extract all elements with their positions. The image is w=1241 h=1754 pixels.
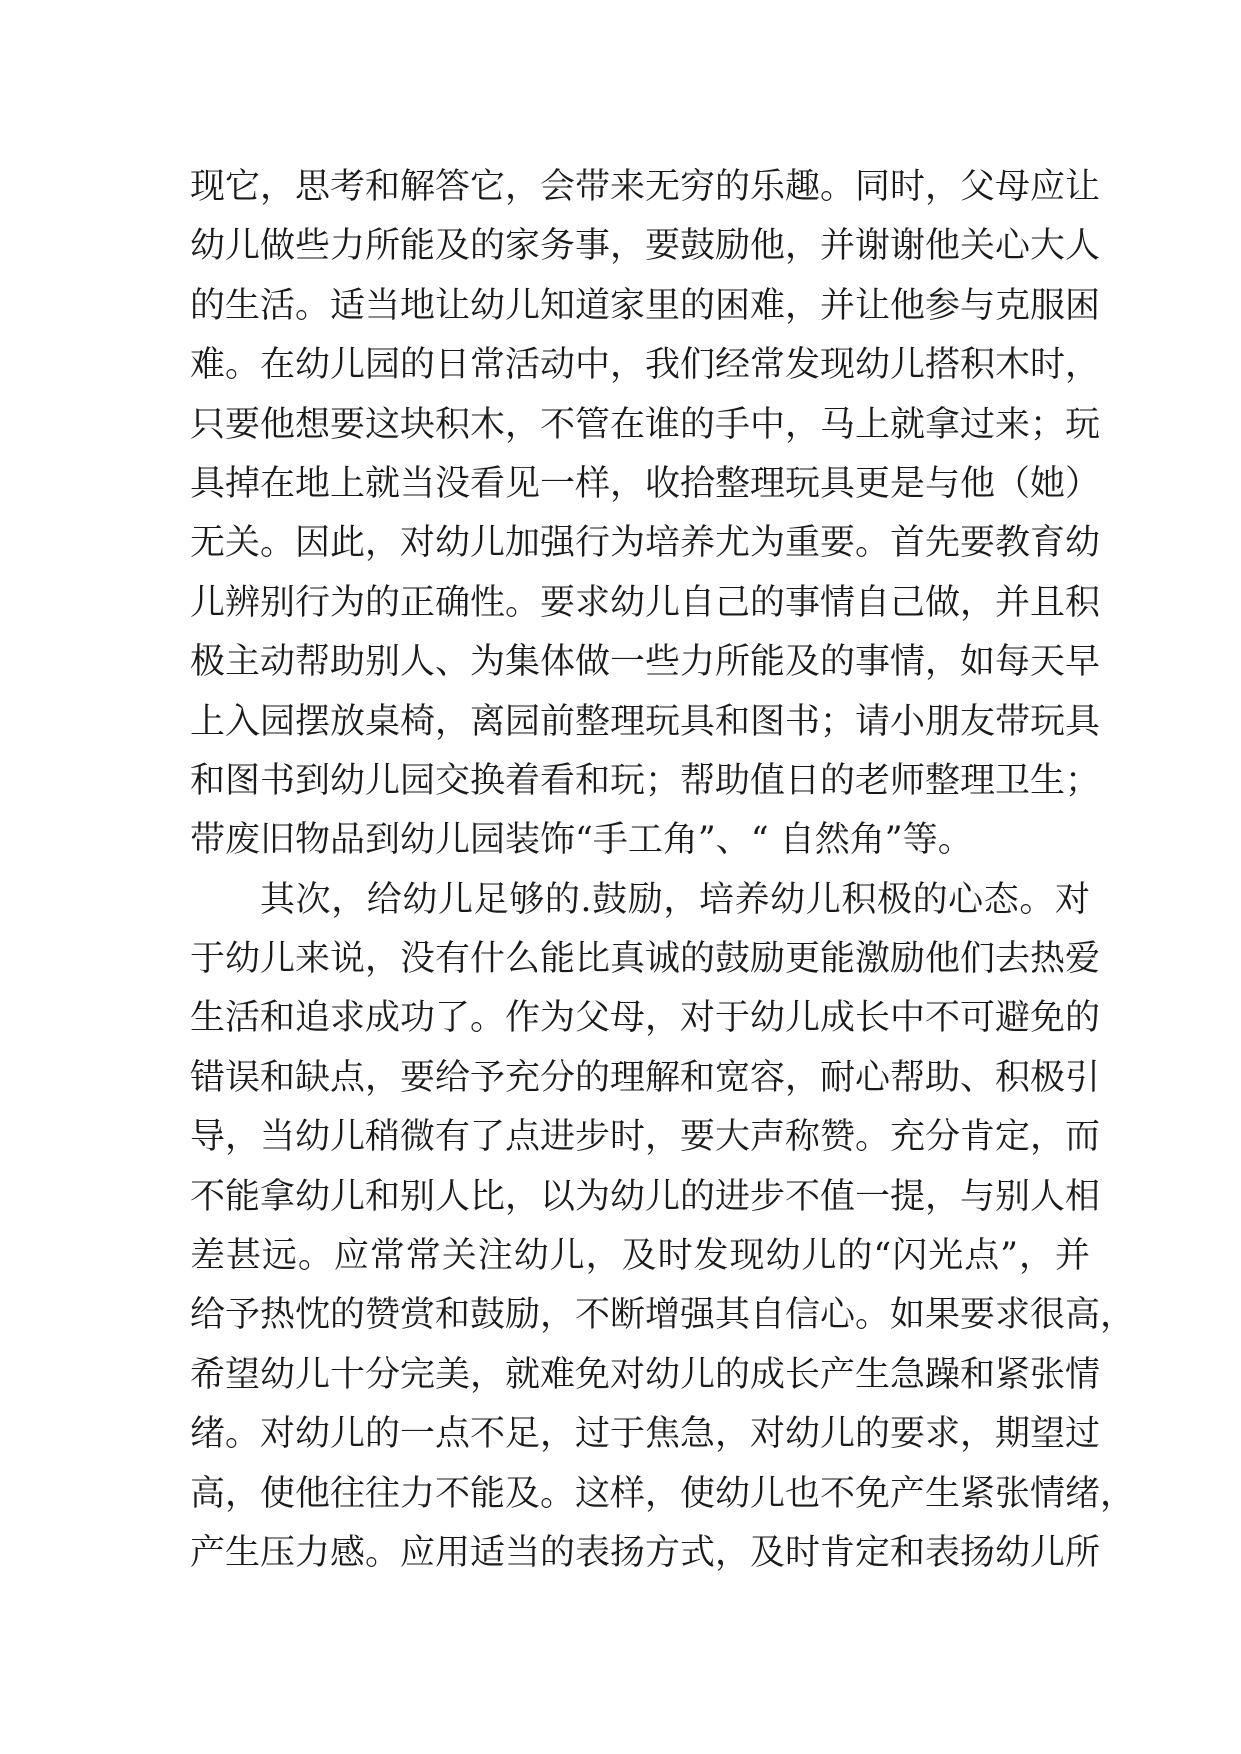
text-line: 和图书到幼儿园交换着看和玩；帮助值日的老师整理卫生； (190, 760, 1101, 801)
text-line: 无关。因此，对幼儿加强行为培养尤为重要。首先要教育幼 (190, 523, 1101, 564)
text-line: 差甚远。应常常关注幼儿，及时发现幼儿的“闪光点”，并 (190, 1236, 1090, 1277)
text-line: 儿辨别行为的正确性。要求幼儿自己的事情自己做，并且积 (190, 582, 1101, 623)
text-line: 产生压力感。应用适当的表扬方式，及时肯定和表扬幼儿所 (190, 1532, 1101, 1573)
text-line: 绪。对幼儿的一点不足，过于焦急，对幼儿的要求，期望过 (190, 1414, 1101, 1455)
text-line: 错误和缺点，要给予充分的理解和宽容，耐心帮助、积极引 (190, 1057, 1101, 1098)
text-line: 不能拿幼儿和别人比，以为幼儿的进步不值一提，与别人相 (190, 1176, 1101, 1217)
text-line: 于幼儿来说，没有什么能比真诚的鼓励更能激励他们去热爱 (190, 939, 1101, 980)
text-line: 只要他想要这块积木，不管在谁的手中，马上就拿过来；玩 (190, 404, 1101, 445)
text-line: 上入园摆放桌椅，离园前整理玩具和图书；请小朋友带玩具 (190, 701, 1101, 742)
text-line: 高，使他往往力不能及。这样，使幼儿也不免产生紧张情绪， (190, 1473, 1136, 1514)
text-line: 导，当幼儿稍微有了点进步时，要大声称赞。充分肯定，而 (190, 1117, 1101, 1158)
text-line: 难。在幼儿园的日常活动中，我们经常发现幼儿搭积木时， (190, 345, 1101, 386)
text-line: 其次，给幼儿足够的.鼓励，培养幼儿积极的心态。对 (260, 879, 1090, 920)
text-line: 现它，思考和解答它，会带来无穷的乐趣。同时，父母应让 (190, 167, 1101, 207)
text-line: 具掉在地上就当没看见一样，收拾整理玩具更是与他（她） (190, 463, 1101, 504)
text-line: 带废旧物品到幼儿园装饰“手工角”、“ 自然角”等。 (190, 820, 973, 861)
text-line: 给予热忱的赞赏和鼓励，不断增强其自信心。如果要求很高， (190, 1295, 1136, 1336)
text-line: 希望幼儿十分完美，就难免对幼儿的成长产生急躁和紧张情 (190, 1354, 1101, 1395)
document-body (190, 158, 1136, 1583)
text-line: 极主动帮助别人、为集体做一些力所能及的事情，如每天早 (190, 642, 1101, 683)
text-line: 生活和追求成功了。作为父母，对于幼儿成长中不可避免的 (190, 998, 1101, 1039)
text-line: 幼儿做些力所能及的家务事，要鼓励他，并谢谢他关心大人 (190, 226, 1101, 267)
text-line: 的生活。适当地让幼儿知道家里的困难，并让他参与克服困 (190, 285, 1101, 326)
